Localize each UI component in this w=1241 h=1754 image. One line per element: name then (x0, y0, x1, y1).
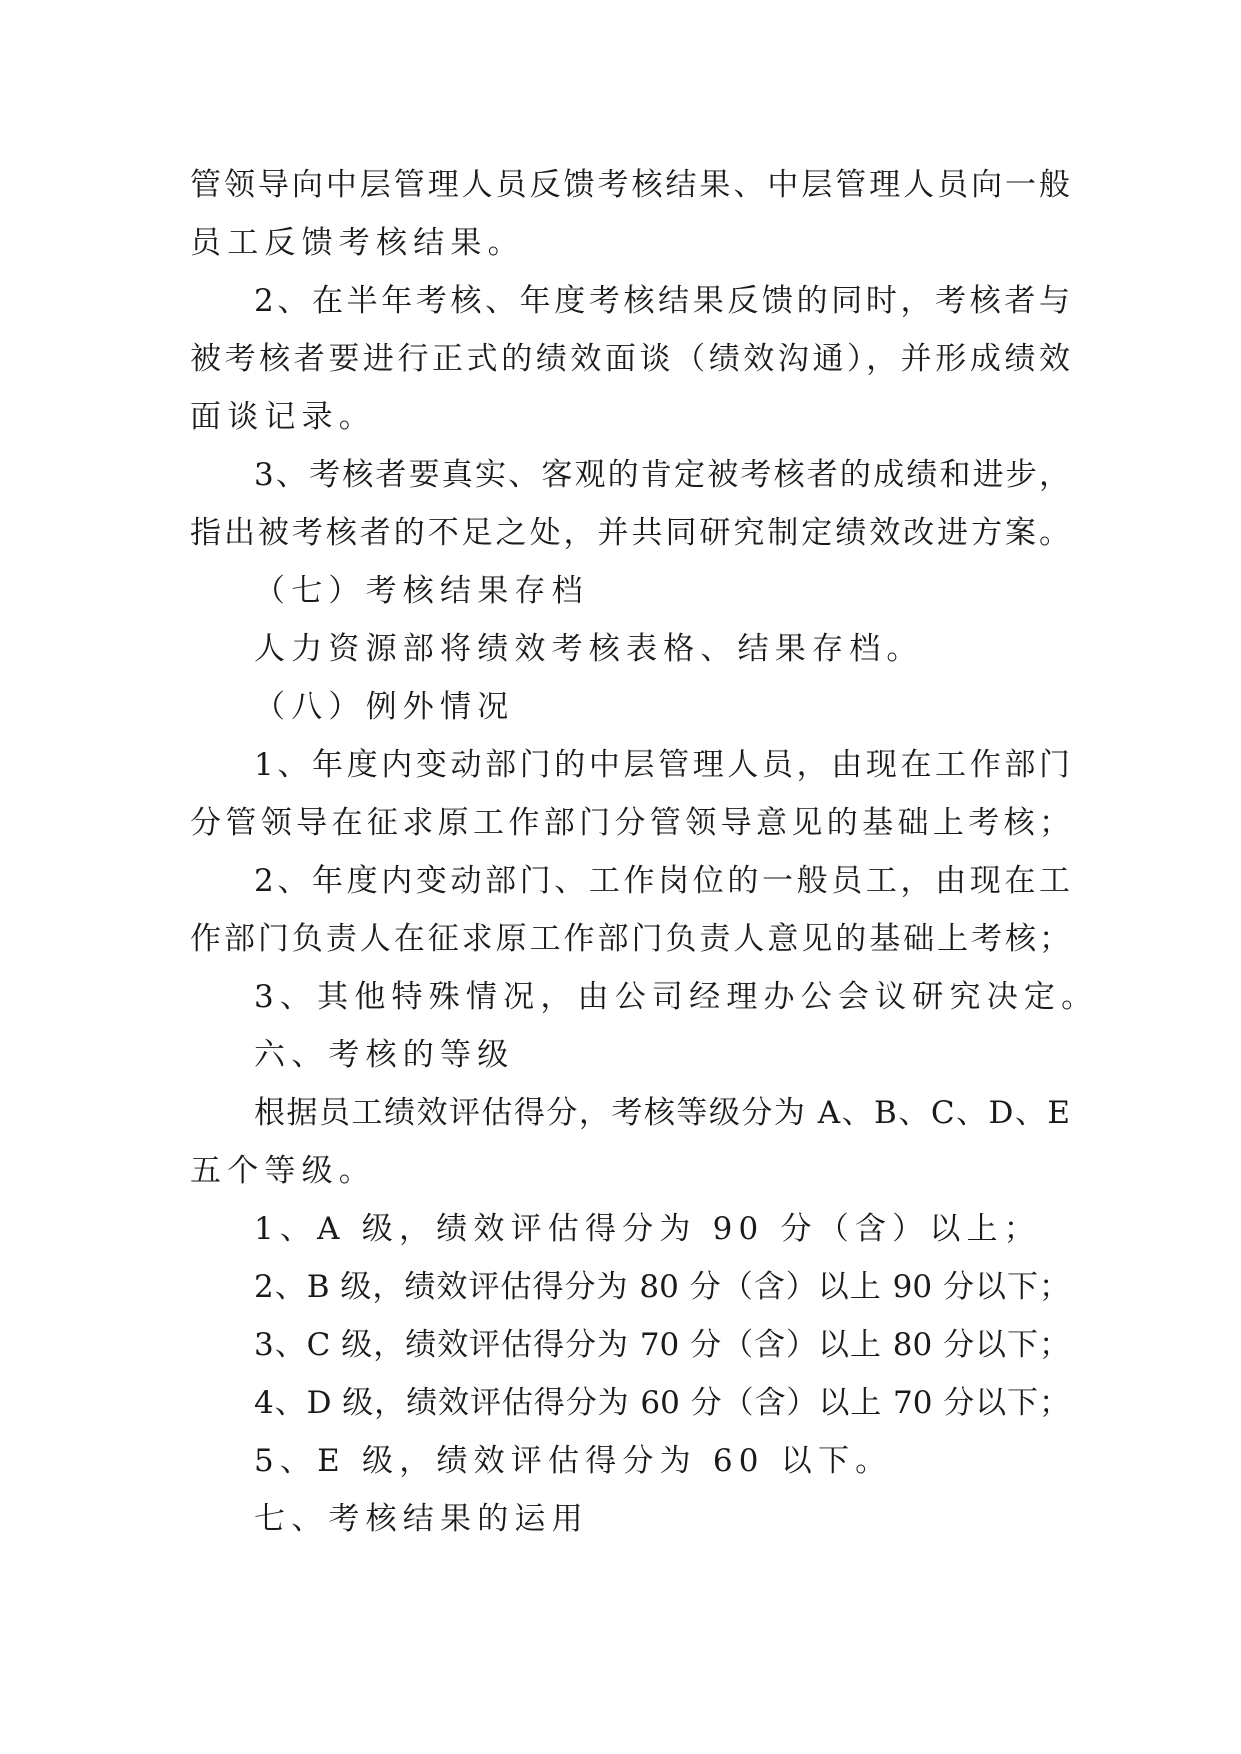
text-line: 管领导向中层管理人员反馈考核结果、中层管理人员向一般 (190, 167, 1070, 203)
grade-item: 4、D 级，绩效评估得分为 60 分（含）以上 70 分以下； (254, 1385, 1070, 1421)
text-line: 员工反馈考核结果。 (190, 225, 525, 261)
text-line: 根据员工绩效评估得分，考核等级分为 A、B、C、D、E (254, 1095, 1070, 1131)
text-line: 2、在半年考核、年度考核结果反馈的同时，考核者与 (254, 283, 1070, 319)
section-heading: （八）例外情况 (254, 689, 515, 725)
text-line: 人力资源部将绩效考核表格、结果存档。 (254, 631, 924, 667)
grade-item: 2、B 级，绩效评估得分为 80 分（含）以上 90 分以下； (254, 1269, 1070, 1305)
text-line: 被考核者要进行正式的绩效面谈（绩效沟通），并形成绩效 (190, 341, 1070, 377)
grade-item: 1、A 级，绩效评估得分为 90 分（含）以上； (254, 1211, 1041, 1247)
text-line: 3、考核者要真实、客观的肯定被考核者的成绩和进步， (254, 457, 1070, 493)
text-line: 五个等级。 (190, 1153, 376, 1189)
section-heading: （七）考核结果存档 (254, 573, 589, 609)
text-line: 2、年度内变动部门、工作岗位的一般员工，由现在工 (254, 863, 1070, 899)
text-line: 分管领导在征求原工作部门分管领导意见的基础上考核； (190, 805, 1070, 841)
section-heading: 六、考核的等级 (254, 1037, 515, 1073)
text-line: 3、其他特殊情况，由公司经理办公会议研究决定。 (254, 979, 1099, 1015)
section-heading: 七、考核结果的运用 (254, 1501, 589, 1537)
text-line: 1、年度内变动部门的中层管理人员，由现在工作部门 (254, 747, 1070, 783)
text-line: 作部门负责人在征求原工作部门负责人意见的基础上考核； (190, 921, 1070, 957)
grade-item: 3、C 级，绩效评估得分为 70 分（含）以上 80 分以下； (254, 1327, 1070, 1363)
text-line: 指出被考核者的不足之处，并共同研究制定绩效改进方案。 (190, 515, 1070, 551)
text-line: 面谈记录。 (190, 399, 376, 435)
grade-item: 5、E 级，绩效评估得分为 60 以下。 (254, 1443, 893, 1479)
